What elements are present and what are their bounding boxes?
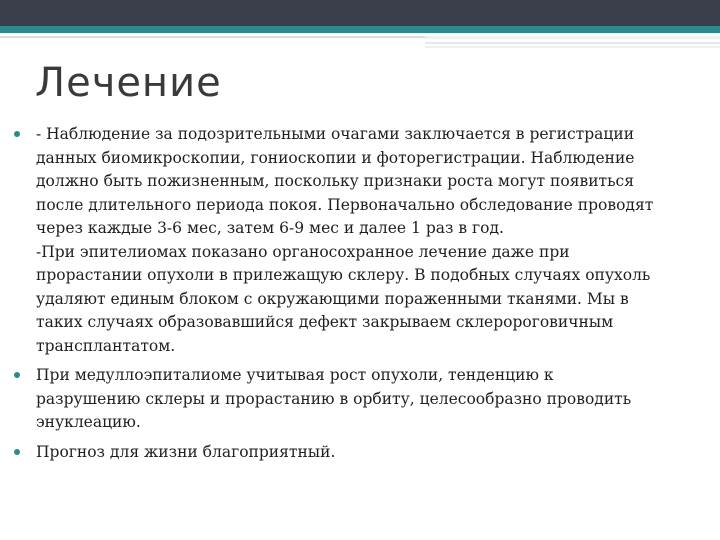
bullet-line: прорастании опухоли в прилежащую склеру. В подобных случаях опухоль — [36, 266, 651, 284]
bullet-dot-icon — [14, 449, 20, 455]
bullet-dot-icon — [14, 372, 20, 378]
bullet-line: - Наблюдение за подозрительными очагами заключается в регистрации — [36, 125, 635, 143]
bullet-medulloepithelioma — [14, 364, 704, 435]
bullet-line: -При эпителиомах показано органосохранное лечение даже при — [36, 242, 570, 261]
header-rule — [0, 36, 430, 38]
bullet-line: после длительного периода покоя. Первоначально обследование проводят — [36, 195, 654, 214]
bullet-line: При медуллоэпиталиоме учитывая рост опухоли, тенденцию к — [36, 366, 554, 384]
bullet-line: через каждые 3-6 мес, затем 6-9 мес и далее 1 раз в год. — [36, 219, 504, 237]
bullet-line: удаляют единым блоком с окружающими пораженными тканями. Мы в — [36, 289, 629, 308]
top-band — [0, 0, 720, 26]
bullet-line: данных биомикроскопии, гониоскопии и фоторегистрации. Наблюдение — [36, 148, 635, 167]
bullet-line: энуклеацию. — [36, 413, 141, 431]
bullet-line: трансплантатом. — [36, 336, 176, 355]
bullet-line: должно быть пожизненным, поскольку признаки роста могут появиться — [36, 172, 635, 190]
bullet-line: разрушению склеры и прорастанию в орбиту, целесообразно проводить — [36, 389, 632, 408]
header-stripes — [425, 36, 720, 48]
bullet-line: Прогноз для жизни благоприятный. — [36, 442, 336, 461]
slide-body — [14, 123, 704, 470]
slide-title: Лечение — [35, 60, 222, 106]
accent-strip — [0, 26, 720, 33]
bullet-dot-icon — [14, 131, 20, 137]
bullet-prognosis — [14, 441, 704, 465]
bullet-line: таких случаях образовавшийся дефект закрываем склеророговичным — [36, 313, 614, 331]
bullet-observation — [14, 123, 704, 358]
